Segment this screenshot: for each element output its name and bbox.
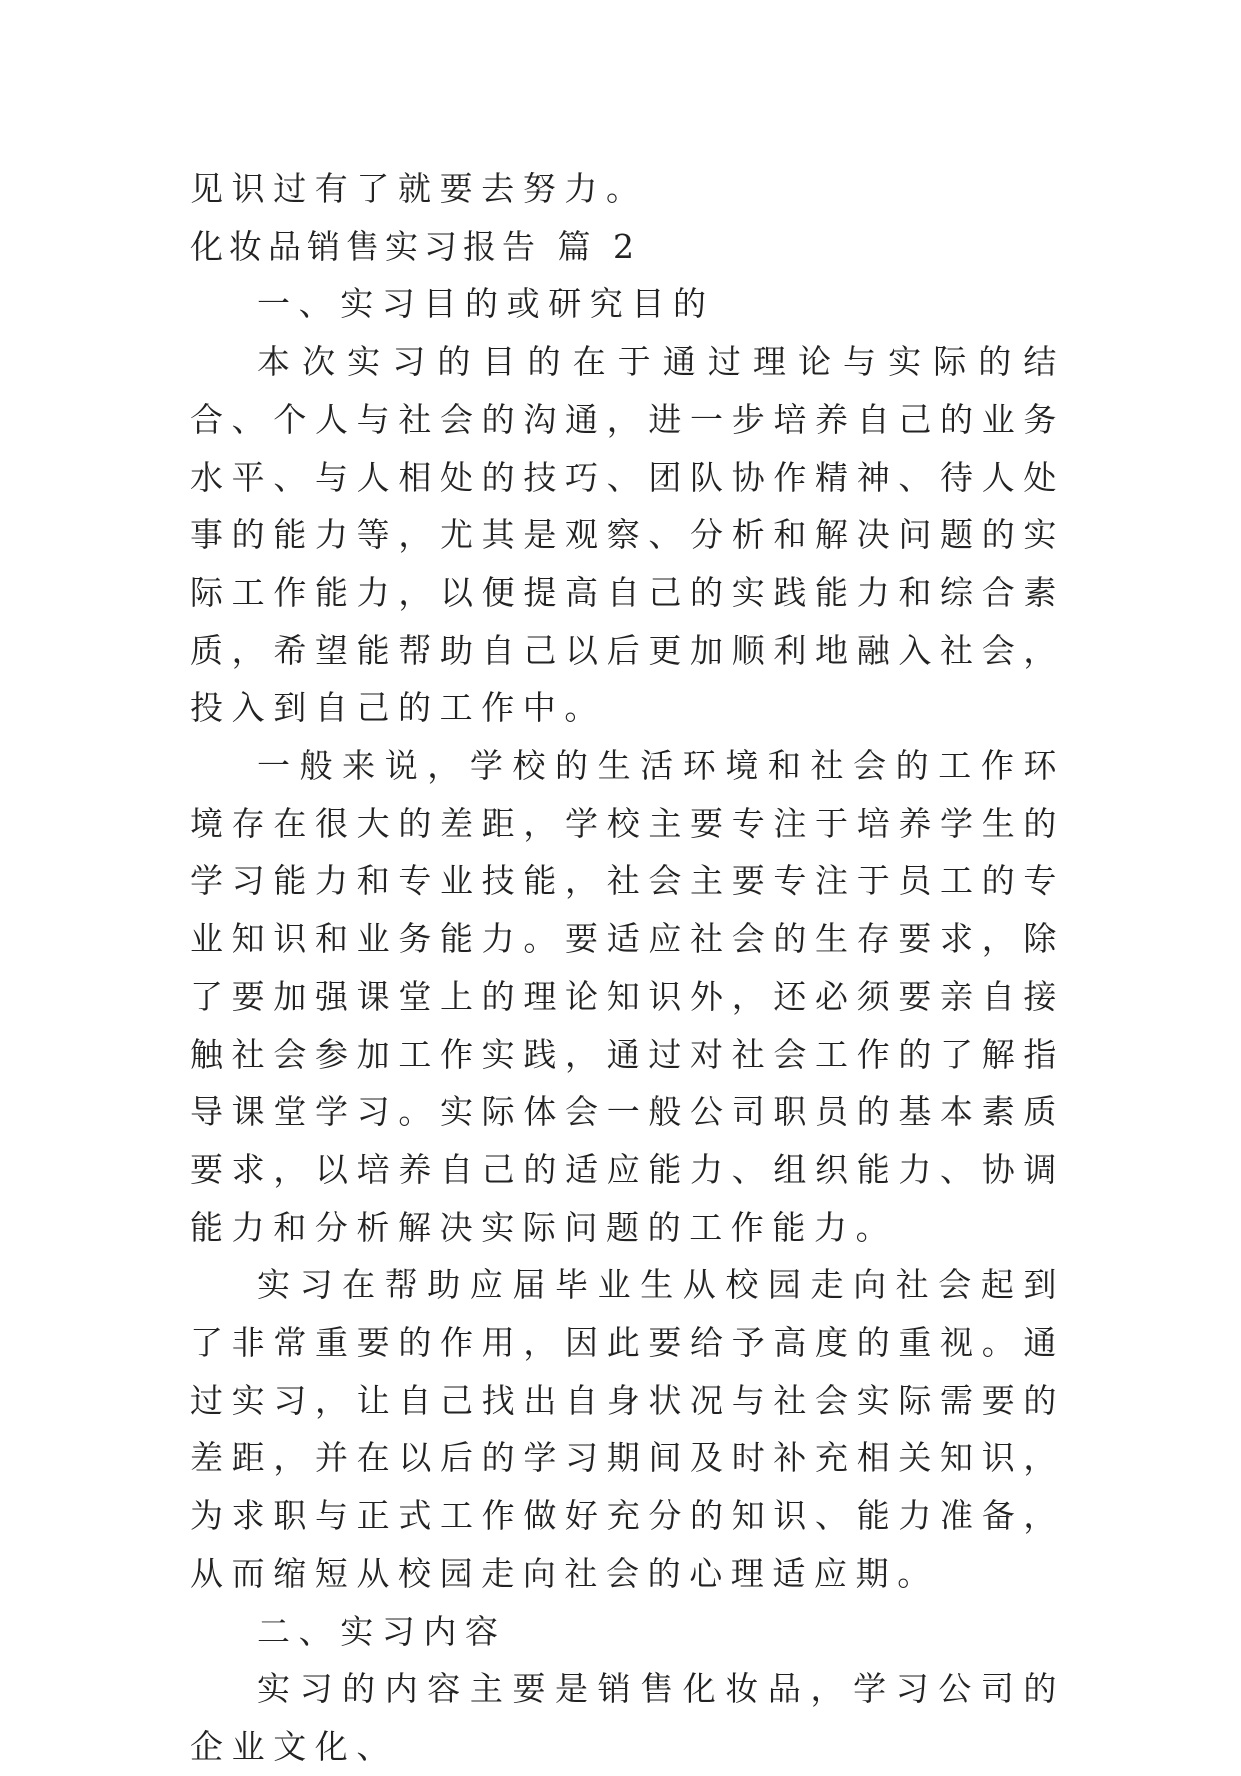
paragraph-importance: 实习在帮助应届毕业生从校园走向社会起到了非常重要的作用，因此要给予高度的重视。通过实习，让自己找出自身状况与社会实际需要的差距，并在以后的学习期间及时补充相关知识，为求职与正式工作做好充分的知识、能力准备，从而缩短从校园走向社会的心理适应期。 [190,1265,1065,1593]
section-heading-purpose: 一、实习目的或研究目的 [257,284,715,324]
section-heading-content: 二、实习内容 [257,1611,507,1651]
paragraph-purpose: 本次实习的目的在于通过理论与实际的结合、个人与社会的沟通，进一步培养自己的业务水平、与人相处的技巧、团队协作精神、待人处事的能力等，尤其是观察、分析和解决问题的实际工作能力，以便提高自己的实践能力和综合素质，希望能帮助自己以后更加顺利地融入社会，投入到自己的工作中。 [190,342,1065,728]
continuation-text: 见识过有了就要去努力。 [190,169,648,208]
paragraph-environment: 一般来说，学校的生活环境和社会的工作环境存在很大的差距，学校主要专注于培养学生的学习能力和专业技能，社会主要专注于员工的专业知识和业务能力。要适应社会的生存要求，除了要加强课堂上的理论知识外，还必须要亲自接触社会参加工作实践，通过对社会工作的了解指导课堂学习。实际体会一般公司职员的基本素质要求，以培养自己的适应能力、组织能力、协调能力和分析解决实际问题的工作能力。 [190,746,1065,1247]
paragraph-content: 实习的内容主要是销售化妆品，学习公司的企业文化、 [190,1669,1065,1766]
article-title: 化妆品销售实习报告 篇 2 [190,226,640,266]
document-body [190,160,1065,1776]
